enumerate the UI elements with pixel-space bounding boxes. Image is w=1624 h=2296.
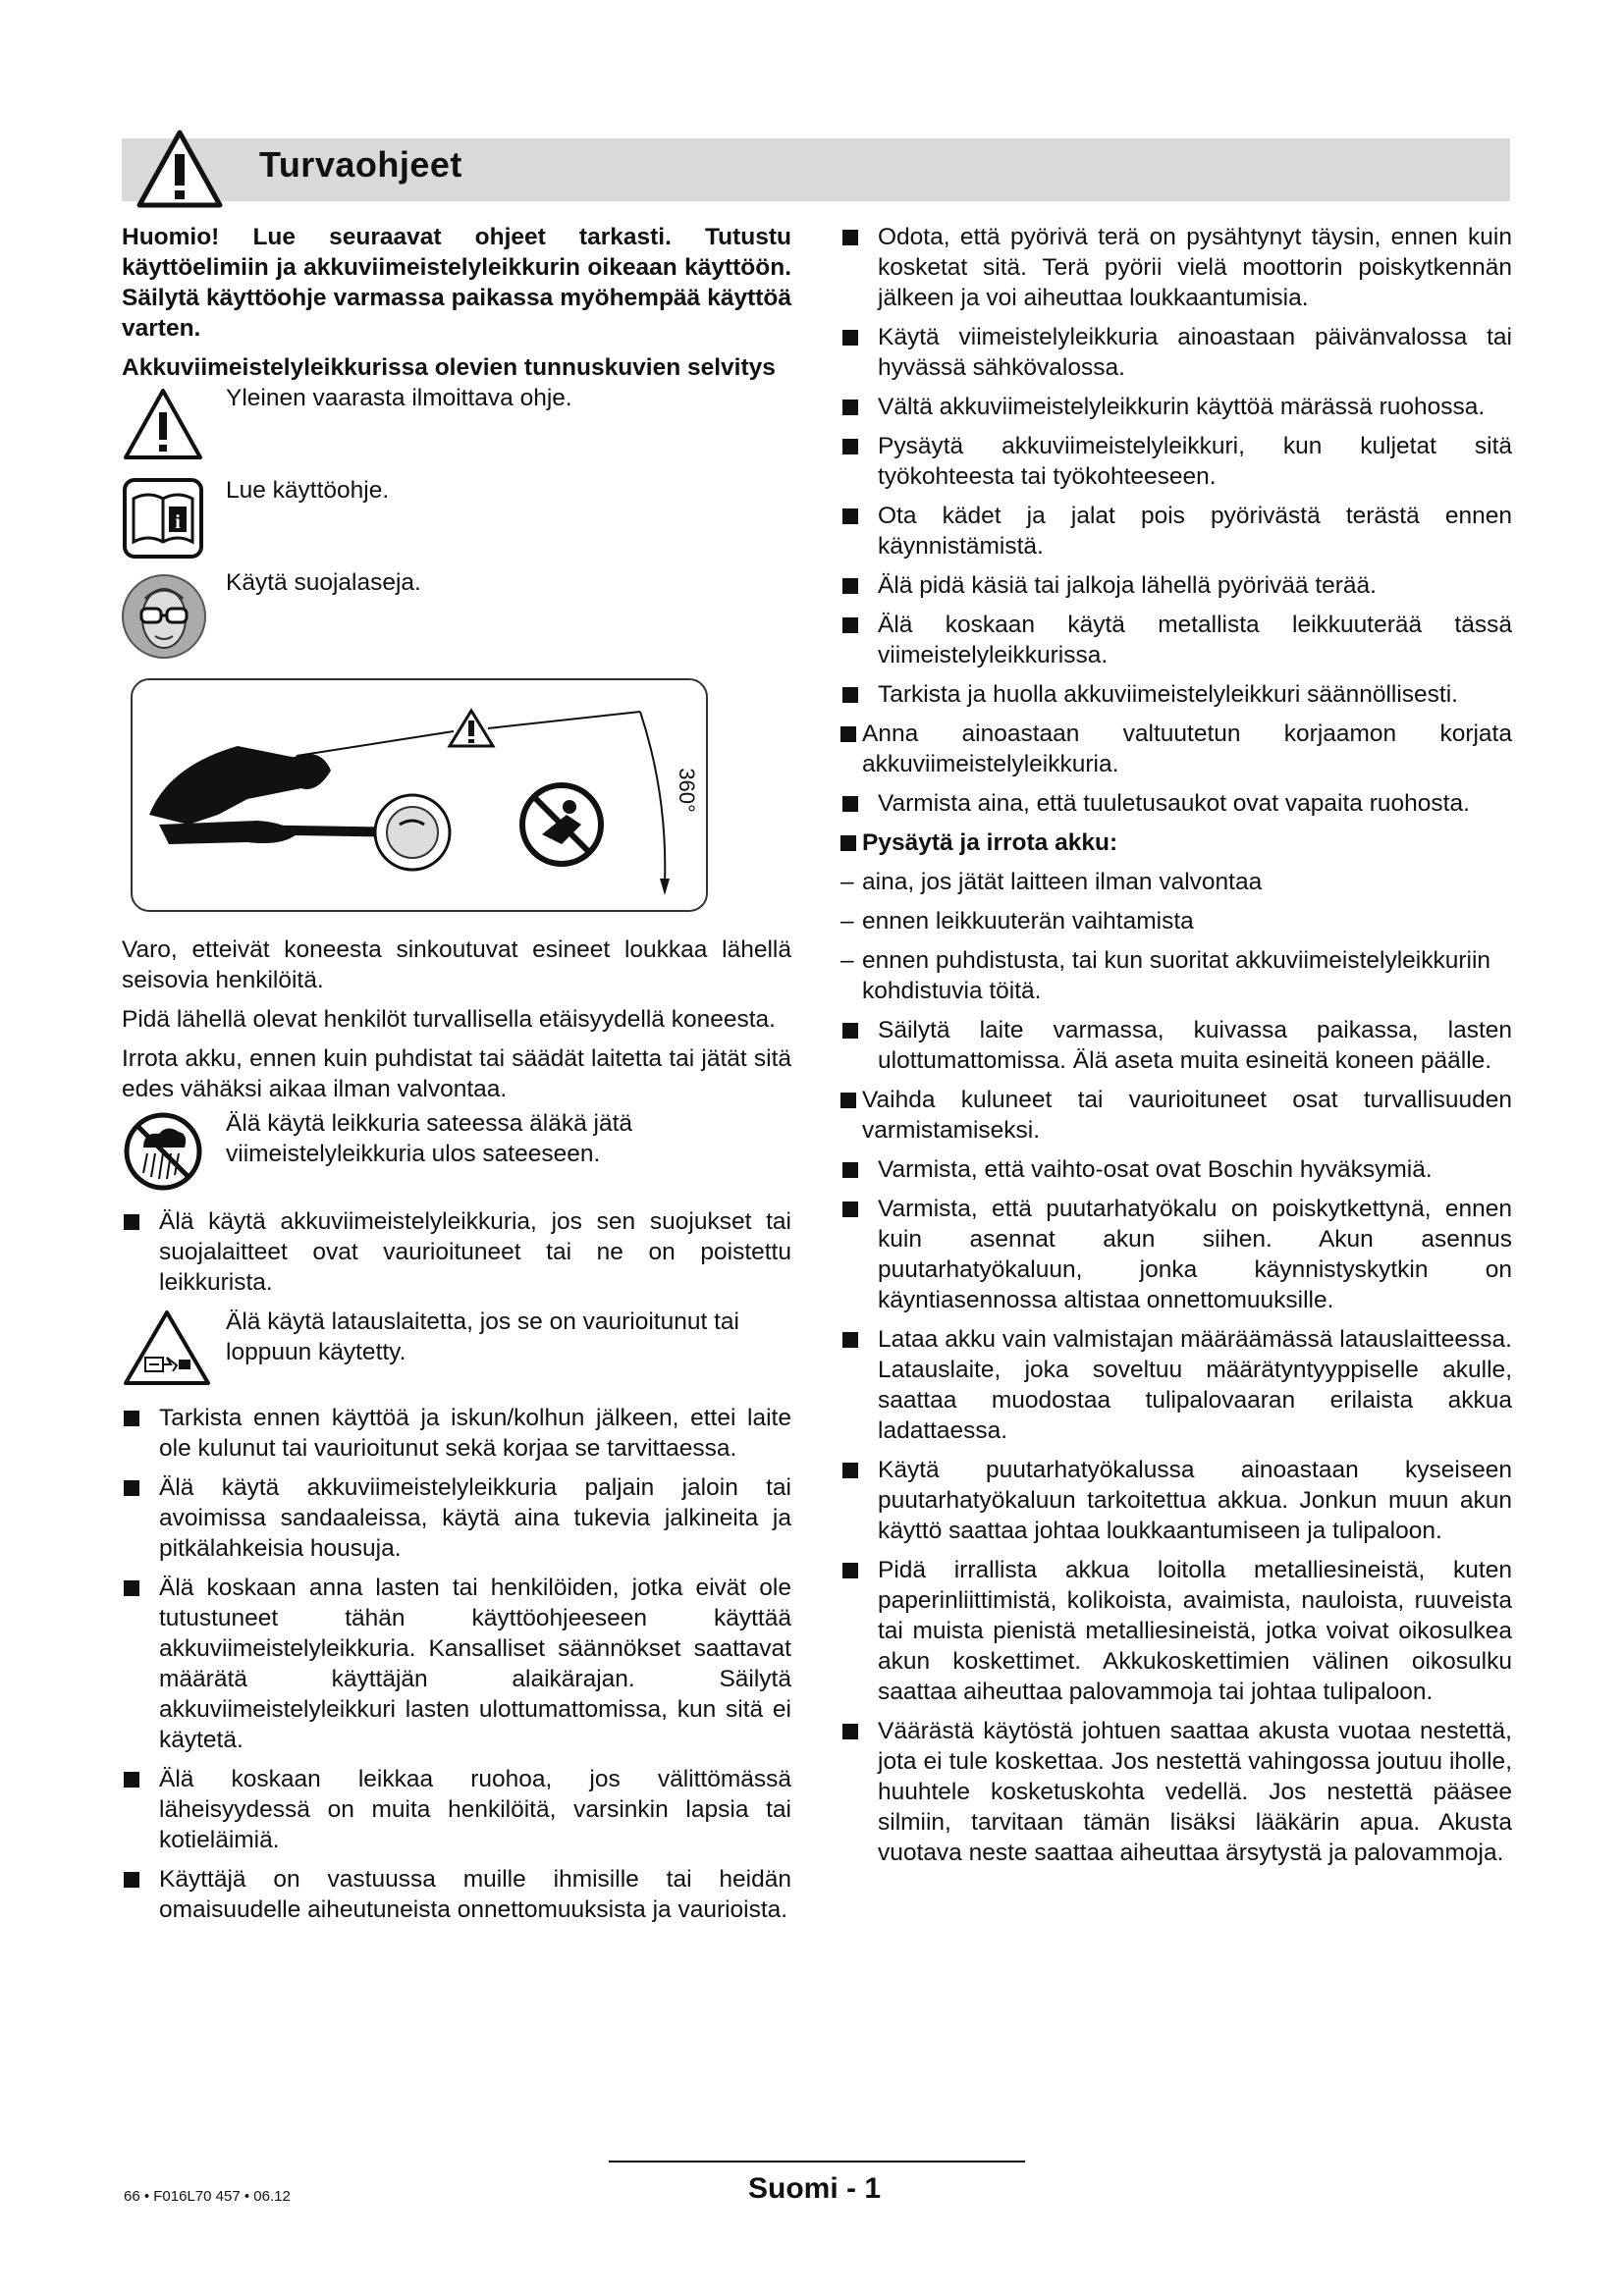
footer-page-label: Suomi - 1 <box>748 2172 882 2205</box>
list-item: Käyttäjä on vastuussa muille ihmisille tai heidän omaisuudelle aiheutuneista onnettomuuksista ja vaurioista. <box>122 1864 791 1925</box>
list-item: Väärästä käytöstä johtuen saattaa akusta vuotaa nestettä, jota ei tule koskettaa. Jos nestettä vahingossa joutuu iholle, huuhtele kosketuskohta vedellä. Jos nestettä pääsee silmiin, tarvitaan tämän lisäksi lääkärin apua. Akusta vuotava neste saattaa aiheuttaa ärsytystä ja palovammoja. <box>840 1716 1512 1868</box>
right-column <box>840 222 1512 1877</box>
symbol-goggles-text: Käytä suojalaseja. <box>226 569 421 596</box>
left-column <box>122 222 791 1934</box>
dash-item: – aina, jos jätät laitteen ilman valvontaa <box>840 867 1512 897</box>
damaged-charger-warning-icon <box>122 1308 212 1387</box>
list-item: Odota, että pyörivä terä on pysähtynyt täysin, ennen kuin kosketat sitä. Terä pyörii vielä moottorin poiskytkennän jälkeen ja voi aiheuttaa loukkaantumisia. <box>840 222 1512 313</box>
footer-document-code: 66 • F016L70 457 • 06.12 <box>124 2188 291 2205</box>
warning-triangle-icon <box>122 385 204 461</box>
list-item: Tarkista ja huolla akkuviimeistelyleikkuri säännöllisesti. <box>840 679 1512 710</box>
read-manual-icon <box>122 477 204 560</box>
list-item: Varmista, että puutarhatyökalu on poiskytkettynä, ennen kuin asennat akun siihen. Akun asennus puutarhatyökaluun, jonka käynnistyskytkin on käyntiasennossa altistaa onnettomuuksille. <box>840 1194 1512 1315</box>
symbol-manual-text: Lue käyttöohje. <box>226 477 390 504</box>
list-item: Varmista, että vaihto-osat ovat Boschin hyväksymiä. <box>840 1154 1512 1185</box>
thrown-objects-text: Varo, etteivät koneesta sinkoutuvat esineet loukkaa lähellä seisovia henkilöitä. <box>122 936 791 993</box>
dash-item: – ennen leikkuuterän vaihtamista <box>840 906 1512 936</box>
intro-text: Huomio! Lue seuraavat ohjeet tarkasti. Tutustu käyttöelimiin ja akkuviimeistelyleikkurin oikeaan käyttöön. Säilytä käyttöohje varmassa paikassa myöhempää käyttöä varten. <box>122 224 791 342</box>
list-item: Pidä irrallista akkua loitolla metalliesineistä, kuten paperinliittimistä, kolikoista, avaimista, nauloista, ruuveista tai muista pienistä metalliesineistä, jotka voivat oikosulkea akun koskettimet. Akkukoskettimien välinen oikosulku saattaa aiheuttaa palovammoja tai johtaa tulipaloon. <box>840 1555 1512 1707</box>
symbol-charger <box>122 1307 791 1391</box>
list-item: Säilytä laite varmassa, kuivassa paikassa, lasten ulottumattomissa. Älä aseta muita esineitä koneen päälle. <box>840 1015 1512 1076</box>
list-item: Älä käytä akkuviimeistelyleikkuria, jos sen suojukset tai suojalaitteet ovat vaurioituneet tai ne on poistettu leikkurista. <box>122 1206 791 1298</box>
list-item: Ota kädet ja jalat pois pyörivästä terästä ennen käynnistämistä. <box>840 501 1512 561</box>
list-item: Tarkista ennen käyttöä ja iskun/kolhun jälkeen, ettei laite ole kulunut tai vaurioitunut sekä korjaa se tarvittaessa. <box>122 1403 791 1464</box>
safety-goggles-icon <box>122 569 206 664</box>
dash-item: – ennen puhdistusta, tai kun suoritat akkuviimeistelyleikkuriin kohdistuvia töitä. <box>840 945 1512 1006</box>
symbol-warning-text: Yleinen vaarasta ilmoittava ohje. <box>226 385 572 411</box>
svg-text:i: i <box>175 511 181 533</box>
distance-text: Pidä lähellä olevat henkilöt turvallisella etäisyydellä koneesta. <box>122 1006 776 1033</box>
remove-battery-text: Irrota akku, ennen kuin puhdistat tai säädät laitetta tai jätät sitä edes vähäksi aikaa ilman valvontaa. <box>122 1045 791 1102</box>
symbol-manual <box>122 475 791 560</box>
symbols-heading: Akkuviimeistelyleikkurissa olevien tunnuskuvien selvitys <box>122 354 776 381</box>
list-item: Älä koskaan käytä metallista leikkuuterää tässä viimeistelyleikkurissa. <box>840 610 1512 670</box>
list-item: Käytä puutarhatyökalussa ainoastaan kyseiseen puutarhatyökaluun tarkoitettua akkua. Jonkun muun akun käyttö saattaa johtaa loukkaantumiseen ja tulipaloon. <box>840 1455 1512 1546</box>
list-item: Varmista aina, että tuuletusaukot ovat vapaita ruohosta. <box>840 788 1512 819</box>
list-item: Älä koskaan leikkaa ruohoa, jos välittömässä läheisyydessä on muita henkilöitä, varsinkin lapsia tai kotieläimiä. <box>122 1764 791 1855</box>
list-item: Vältä akkuviimeistelyleikkurin käyttöä märässä ruohossa. <box>840 392 1512 422</box>
list-item: Älä koskaan anna lasten tai henkilöiden, jotka eivät ole tutustuneet tähän käyttöohjeeseen käyttää akkuviimeistelyleikkuria. Kansalliset säännökset saattavat määrätä käyttäjän alaikärajan. Säilytä akkuviimeistelyleikkuri lasten ulottumattomissa, kun sitä ei käytetä. <box>122 1573 791 1755</box>
stop-heading: Pysäytä ja irrota akku: <box>840 828 1512 858</box>
section-header <box>122 138 1510 201</box>
symbol-rain <box>122 1108 791 1193</box>
symbol-charger-text: Älä käytä latauslaitetta, jos se on vaurioitunut tai loppuun käytetty. <box>226 1308 739 1365</box>
thrown-objects-figure <box>130 677 709 913</box>
section-title: Turvaohjeet <box>259 144 462 185</box>
footer-divider <box>609 2161 1025 2163</box>
list-item: Vaihda kuluneet tai vaurioituneet osat turvallisuuden varmistamiseksi. <box>840 1085 1512 1146</box>
list-item: Lataa akku vain valmistajan määräämässä latauslaitteessa. Latauslaite, joka soveltuu määrätyntyyppiselle akulle, saattaa muodostaa tulipalovaaran erilaista akkua ladattaessa. <box>840 1324 1512 1446</box>
symbol-warning <box>122 383 791 467</box>
list-item: Pysäytä akkuviimeistelyleikkuri, kun kuljetat sitä työkohteesta tai työkohteeseen. <box>840 431 1512 492</box>
symbol-rain-text: Älä käytä leikkuria sateessa äläkä jätä viimeistelyleikkuria ulos sateeseen. <box>226 1110 632 1167</box>
list-item: Anna ainoastaan valtuutetun korjaamon korjata akkuviimeistelyleikkuria. <box>840 719 1512 779</box>
list-item: Käytä viimeistelyleikkuria ainoastaan päivänvalossa tai hyvässä sähkövalossa. <box>840 322 1512 383</box>
no-rain-icon <box>122 1110 204 1193</box>
angle-label: 360° <box>675 768 699 813</box>
list-item: Älä käytä akkuviimeistelyleikkuria paljain jaloin tai avoimissa sandaaleissa, käytä aina tukevia jalkineita ja pitkälahkeisia housuja. <box>122 1472 791 1564</box>
warning-triangle-icon <box>135 127 224 209</box>
list-item: Älä pidä käsiä tai jalkoja lähellä pyörivää terää. <box>840 570 1512 601</box>
symbol-goggles <box>122 567 791 652</box>
